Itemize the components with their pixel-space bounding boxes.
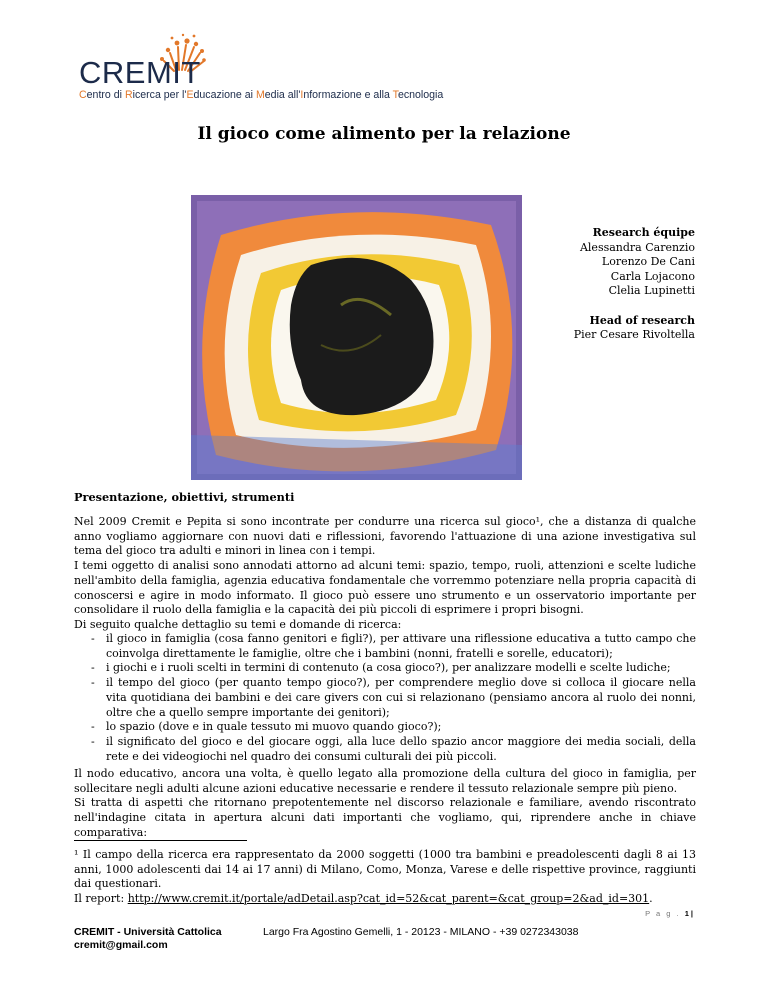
report-link[interactable]: http://www.cremit.it/portale/adDetail.asp?cat_id=52&cat_parent=&cat_group=2&ad_id=301 xyxy=(127,892,650,906)
logo-subtitle-text: ecnologia xyxy=(397,89,444,101)
logo-wordmark: CREMIT xyxy=(79,55,201,90)
logo-subtitle-text: icerca per l' xyxy=(132,89,187,101)
footnote-divider xyxy=(74,840,247,841)
logo-subtitle-text: edia all' xyxy=(264,89,301,101)
team-member: Alessandra Carenzio xyxy=(579,240,695,254)
paragraph-text: Di seguito qualche dettaglio su temi e domande di ricerca: xyxy=(74,617,402,631)
list-item: - i giochi e i ruoli scelti in termini di contenuto (a cosa gioco?), per analizzare modelli e scelte ludiche; xyxy=(91,661,671,675)
paragraph-text: I temi oggetto di analisi sono annodati attorno ad alcuni temi: spazio, tempo, ruoli, attenzioni e scelte ludiche nell'ambito della famiglia, agenzia educativa fondamentale che vorremmo potenziare nella propria capacità di conoscersi e agire in modo informato. Il gioco può essere uno strumento e un osservatorio importante per consolidare il ruolo della famiglia e la capacità dei più piccoli di esprimere i propri bisogni. xyxy=(74,559,696,617)
research-team-heading: Research équipe xyxy=(592,226,695,239)
logo-subtitle xyxy=(79,89,443,101)
cremit-logo xyxy=(79,33,479,103)
logo-subtitle-text: ducazione ai xyxy=(193,89,256,101)
logo-subtitle-initial: I xyxy=(300,89,304,101)
logo-subtitle-initial: E xyxy=(186,89,194,101)
footer-organization xyxy=(74,926,222,951)
document-title: Il gioco come alimento per la relazione xyxy=(197,124,571,144)
concentric-painting-image xyxy=(191,195,522,480)
footnote: ¹ Il campo della ricerca era rappresentato da 2000 soggetti (1000 tra bambini e preadolescenti dagli 8 ai 13 anni, 1000 adolescenti dai 14 ai 17 anni) di Milano, Como, Monza, Varese e delle rispettive province, raggiunti dai questionari. Il report: http://www.cremit.it/portale/adDetail.asp?cat_id=52&cat_parent=&cat_group=2&ad_id=301. xyxy=(74,848,696,906)
logo-subtitle-initial: C xyxy=(79,89,87,101)
team-member: Carla Lojacono xyxy=(610,269,695,283)
paragraph-text: Il nodo educativo, ancora una volta, è quello legato alla promozione della cultura del gioco in famiglia, per sollecitare negli adulti alcune azioni educative necessarie e rendere il tessuto relazionale sempre più pieno. xyxy=(74,767,696,795)
research-topics-list xyxy=(74,632,696,764)
logo-subtitle-initial: R xyxy=(124,89,133,101)
logo-subtitle-text: entro di xyxy=(86,89,125,101)
footer-address: Largo Fra Agostino Gemelli, 1 - 20123 - MILANO - +39 0272343038 xyxy=(263,926,579,938)
list-item: - il significato del gioco e del giocare oggi, alla luce dello spazio ancor maggiore dei media sociali, della rete e dei videogiochi nel quadro dei consumi culturali dei più piccoli. xyxy=(91,734,696,763)
list-item: - il gioco in famiglia (cosa fanno genitori e figli?), per attivare una riflessione educativa a tutto campo che coinvolga direttamente le famiglie, oltre che i bambini (nonni, fratelli e sorelle, educatori); xyxy=(91,632,696,660)
footer-email: cremit@gmail.com xyxy=(74,938,168,951)
intro-paragraph xyxy=(74,515,696,633)
list-item: - lo spazio (dove e in quale tessuto mi muovo quando gioco?); xyxy=(91,720,442,734)
team-member: Lorenzo De Cani xyxy=(601,255,695,269)
list-item: - il tempo del gioco (per quanto tempo gioco?), per comprendere meglio dove si colloca il giocare nella vita quotidiana dei bambini e dei care givers con cui si relazionano (pensiamo ancora al ruolo dei nonni, oltre che a quello sempre importante dei genitori); xyxy=(91,676,696,719)
logo-subtitle-text: nformazione e alla xyxy=(303,89,393,101)
logo-subtitle-initial: M xyxy=(255,89,265,101)
logo-subtitle-initial: T xyxy=(392,89,398,101)
page-number: P a g . 1| xyxy=(645,909,695,918)
paragraph-text: Si tratta di aspetti che ritornano prepotentemente nel discorso relazionale e familiare, avendo riscontrato nell'indagine citata in apertura alcuni dati importanti che vogliamo, qui, riprendere anche in chiave comparativa: xyxy=(74,796,696,839)
head-of-research-name: Pier Cesare Rivoltella xyxy=(573,328,695,342)
educational-paragraph xyxy=(74,767,696,841)
footnote-text: ¹ Il campo della ricerca era rappresentato da 2000 soggetti (1000 tra bambini e preadolescenti dagli 8 ai 13 anni, 1000 adolescenti dai 14 ai 17 anni) di Milano, Como, Monza, Varese e delle rispettive province, raggiunti dai questionari. xyxy=(74,848,696,891)
report-label: Il report: xyxy=(74,892,128,906)
head-of-research-heading: Head of research xyxy=(589,313,695,327)
team-member: Clelia Lupinetti xyxy=(608,284,695,298)
section-heading: Presentazione, obiettivi, strumenti xyxy=(74,490,295,504)
footer-org-name: CREMIT - Università Cattolica xyxy=(74,926,222,938)
credits-block xyxy=(574,226,695,343)
paragraph-text: Nel 2009 Cremit e Pepita si sono incontrate per condurre una ricerca sul gioco¹, che a distanza di qualche anno vogliamo aggiornare con nuovi dati e riflessioni, favorendo l'attuazione di una azione investigativa sul tema del gioco tra adulti e minori in linea con i tempi. xyxy=(74,515,696,558)
